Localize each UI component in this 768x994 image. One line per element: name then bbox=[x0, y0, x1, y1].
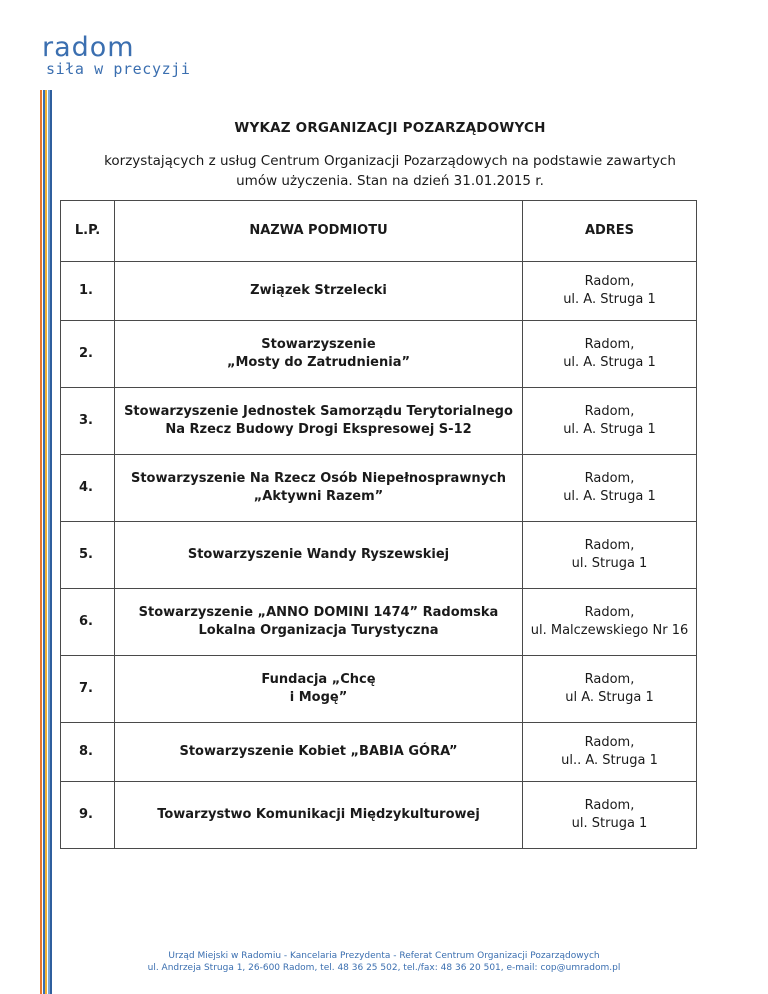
row-address bbox=[523, 589, 697, 656]
name-line: „Aktywni Razem” bbox=[253, 489, 384, 504]
address-line: Radom, bbox=[584, 605, 635, 620]
stripe bbox=[50, 90, 52, 994]
row-lp: 7. bbox=[61, 656, 115, 723]
table-row bbox=[61, 388, 697, 455]
row-name bbox=[115, 455, 523, 522]
row-name bbox=[115, 656, 523, 723]
table-row bbox=[61, 656, 697, 723]
address-line: Radom, bbox=[584, 735, 635, 750]
address-line: ul. A. Struga 1 bbox=[563, 489, 656, 504]
row-name bbox=[115, 723, 523, 782]
row-lp: 8. bbox=[61, 723, 115, 782]
subtitle-line: korzystających z usług Centrum Organizacji Pozarządowych na podstawie zawartych bbox=[104, 153, 676, 169]
radom-logo bbox=[40, 34, 191, 82]
address-line: ul. Struga 1 bbox=[571, 556, 648, 571]
row-lp: 1. bbox=[61, 262, 115, 321]
address-line: ul A. Struga 1 bbox=[565, 690, 654, 705]
row-name bbox=[115, 782, 523, 849]
address-line: Radom, bbox=[584, 672, 635, 687]
table-row bbox=[61, 321, 697, 388]
address-line: Radom, bbox=[584, 798, 635, 813]
row-lp: 3. bbox=[61, 388, 115, 455]
address-line: Radom, bbox=[584, 538, 635, 553]
footer-line: ul. Andrzeja Struga 1, 26-600 Radom, tel. 48 36 25 502, tel./fax: 48 36 20 501, e-mail: cop@umradom.pl bbox=[147, 963, 621, 973]
header-address: ADRES bbox=[523, 201, 697, 262]
radom-logo-wordmark bbox=[40, 34, 180, 60]
row-lp: 2. bbox=[61, 321, 115, 388]
decorative-stripes bbox=[40, 90, 52, 994]
row-address bbox=[523, 782, 697, 849]
address-line: ul. A. Struga 1 bbox=[563, 422, 656, 437]
table-row bbox=[61, 782, 697, 849]
address-line: ul.. A. Struga 1 bbox=[561, 753, 658, 768]
name-line: Na Rzecz Budowy Drogi Ekspresowej S-12 bbox=[165, 422, 472, 437]
table-row bbox=[61, 723, 697, 782]
table-row bbox=[61, 455, 697, 522]
document-title: WYKAZ ORGANIZACJI POZARZĄDOWYCH bbox=[234, 120, 546, 136]
name-line: Stowarzyszenie „ANNO DOMINI 1474” Radomska bbox=[138, 605, 499, 620]
table-header-row bbox=[61, 201, 697, 262]
name-line: Stowarzyszenie Kobiet „BABIA GÓRA” bbox=[179, 744, 458, 759]
address-line: ul. Malczewskiego Nr 16 bbox=[530, 623, 689, 638]
row-address bbox=[523, 522, 697, 589]
document-subtitle bbox=[90, 151, 690, 191]
svg-text:radom: radom bbox=[42, 34, 135, 60]
row-address bbox=[523, 723, 697, 782]
header-lp: L.P. bbox=[61, 201, 115, 262]
footer-line: Urząd Miejski w Radomiu - Kancelaria Prezydenta - Referat Centrum Organizacji Pozarządowych bbox=[168, 951, 600, 961]
header-name: NAZWA PODMIOTU bbox=[115, 201, 523, 262]
address-line: Radom, bbox=[584, 274, 635, 289]
name-line: „Mosty do Zatrudnienia” bbox=[226, 355, 411, 370]
row-name bbox=[115, 522, 523, 589]
table-row bbox=[61, 589, 697, 656]
name-line: Związek Strzelecki bbox=[250, 283, 387, 298]
address-line: Radom, bbox=[584, 404, 635, 419]
row-address bbox=[523, 262, 697, 321]
organizations-table bbox=[60, 200, 697, 849]
name-line: Fundacja „Chcę bbox=[261, 672, 376, 687]
address-line: ul. Struga 1 bbox=[571, 816, 648, 831]
name-line: i Mogę” bbox=[289, 690, 348, 705]
row-lp: 5. bbox=[61, 522, 115, 589]
name-line: Stowarzyszenie bbox=[261, 337, 376, 352]
name-line: Stowarzyszenie Jednostek Samorządu Terytorialnego bbox=[124, 404, 513, 419]
address-line: Radom, bbox=[584, 471, 635, 486]
page-footer bbox=[84, 950, 684, 974]
subtitle-line: umów użyczenia. Stan na dzień 31.01.2015 r. bbox=[236, 173, 544, 189]
logo-tagline: siła w precyzji bbox=[46, 60, 191, 78]
name-line: Towarzystwo Komunikacji Międzykulturowej bbox=[157, 807, 480, 822]
table-row bbox=[61, 522, 697, 589]
row-name bbox=[115, 321, 523, 388]
table-row bbox=[61, 262, 697, 321]
row-name bbox=[115, 262, 523, 321]
address-line: Radom, bbox=[584, 337, 635, 352]
row-lp: 6. bbox=[61, 589, 115, 656]
row-address bbox=[523, 388, 697, 455]
row-address bbox=[523, 321, 697, 388]
address-line: ul. A. Struga 1 bbox=[563, 292, 656, 307]
row-address bbox=[523, 656, 697, 723]
address-line: ul. A. Struga 1 bbox=[563, 355, 656, 370]
row-lp: 4. bbox=[61, 455, 115, 522]
name-line: Stowarzyszenie Wandy Ryszewskiej bbox=[187, 547, 450, 562]
name-line: Lokalna Organizacja Turystyczna bbox=[198, 623, 439, 638]
row-name bbox=[115, 589, 523, 656]
name-line: Stowarzyszenie Na Rzecz Osób Niepełnosprawnych bbox=[130, 471, 507, 486]
row-name bbox=[115, 388, 523, 455]
row-lp: 9. bbox=[61, 782, 115, 849]
row-address bbox=[523, 455, 697, 522]
